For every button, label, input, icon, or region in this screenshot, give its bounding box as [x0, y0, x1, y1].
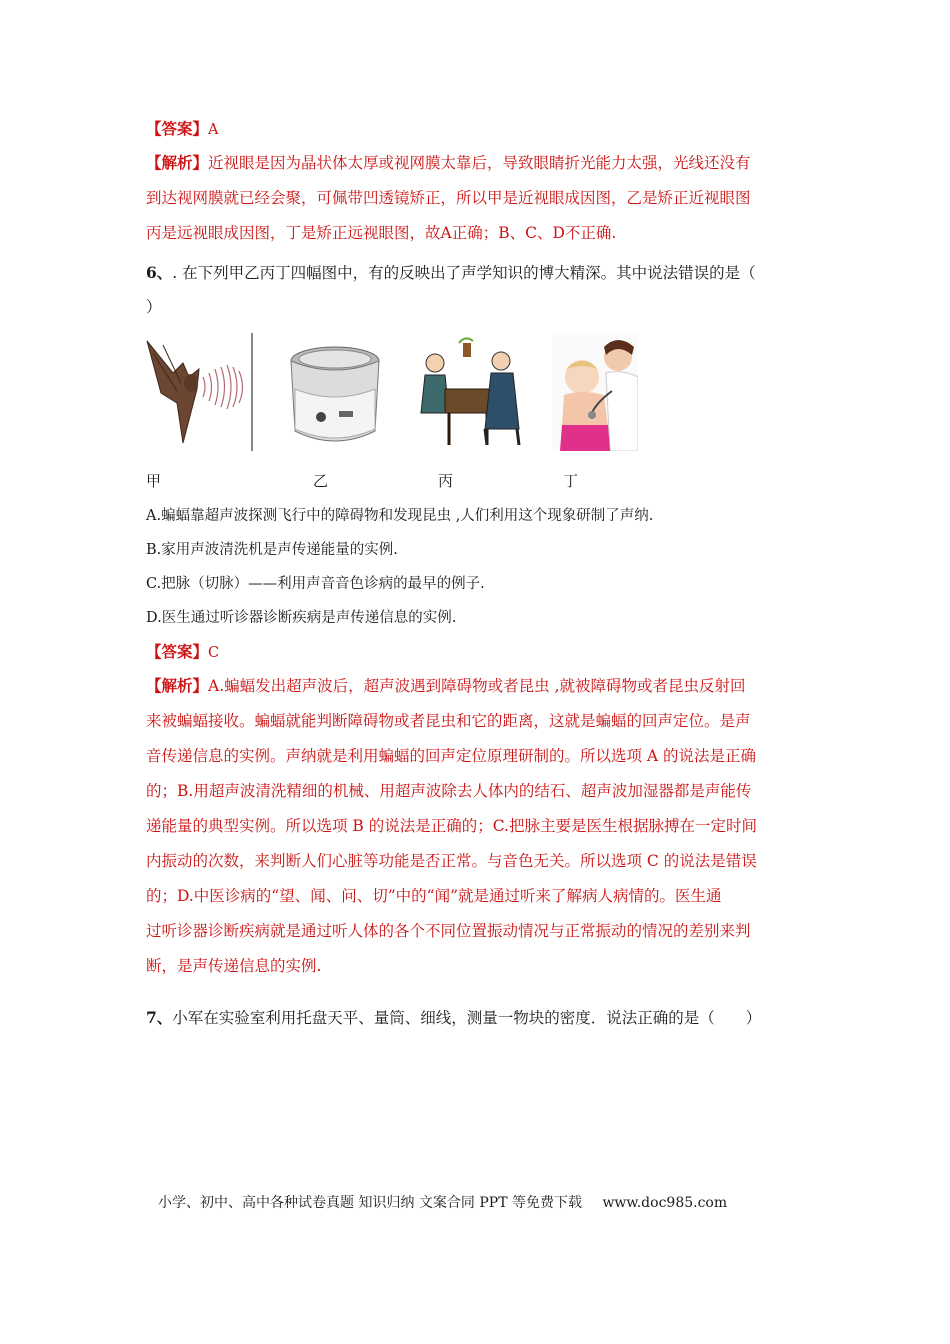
q6-analysis-line-2: 来被蝙蝠接收。蝙蝠就能判断障碍物或者昆虫和它的距离，这就是蝙蝠的回声定位。是声: [146, 712, 751, 730]
q6-option-d: D.医生通过听诊器诊断疾病是声传递信息的实例.: [146, 610, 457, 626]
q6-option-b: B.家用声波清洗机是声传递能量的实例.: [146, 542, 398, 558]
q6-analysis-line-5: 递能量的典型实例。所以选项 B 的说法是正确的；C.把脉主要是医生根据脉搏在一定时间: [146, 817, 757, 835]
q6-analysis-line-7: 的；D.中医诊病的“望、闻、问、切”中的“闻”就是通过听来了解病人病情的。医生通: [146, 887, 722, 905]
q6-stem-line-1: 6、. 在下列甲乙丙丁四幅图中，有的反映出了声学知识的博大精深。其中说法错误的是（: [146, 263, 756, 282]
analysis-tag: 【解析】: [146, 153, 209, 172]
footer-url[interactable]: www.doc985.com: [602, 1195, 728, 1211]
caption-ding: 丁: [563, 472, 579, 490]
answer-value: A: [208, 122, 219, 138]
q6-analysis-line-1: 【解析】A.蝙蝠发出超声波后，超声波遇到障碍物或者昆虫 ,就被障碍物或者昆虫反射回: [146, 676, 746, 695]
answer-tag: 【答案】: [146, 642, 209, 661]
footer-text: 小学、初中、高中各种试卷真题 知识归纳 文案合同 PPT 等免费下载: [158, 1195, 582, 1211]
stethoscope-image: [552, 333, 638, 451]
q5-answer: [146, 119, 219, 140]
q6-answer: [146, 642, 219, 663]
ultrasonic-cleaner-image: [285, 333, 385, 451]
page-footer: [158, 1192, 727, 1212]
question-number: 7、: [146, 1008, 173, 1027]
q6-analysis-line-3: 音传递信息的实例。声纳就是利用蝙蝠的回声定位原理研制的。所以选项 A 的说法是正确: [146, 747, 757, 765]
q7-stem: 7、小军在实验室利用托盘天平、量筒、细线，测量一物块的密度．说法正确的是（ ）: [146, 1008, 762, 1027]
q6-option-a: A.蝙蝠靠超声波探测飞行中的障碍物和发现昆虫 ,人们利用这个现象研制了声纳.: [146, 508, 654, 524]
q6-option-c: C.把脉（切脉）——利用声音音色诊病的最早的例子.: [146, 576, 485, 592]
answer-tag: 【答案】: [146, 119, 209, 138]
q6-analysis-line-4: 的；B.用超声波清洗精细的机械、用超声波除去人体内的结石、超声波加湿器都是声能传: [146, 782, 752, 800]
bat-ultrasound-image: [143, 333, 255, 451]
q6-stem-line-2: ）: [146, 298, 162, 316]
q6-analysis-line-9: 断，是声传递信息的实例.: [146, 957, 322, 975]
pulse-diagnosis-image: [415, 333, 525, 451]
q6-analysis-line-6: 内振动的次数，来判断人们心脏等功能是否正常。与音色无关。所以选项 C 的说法是错误: [146, 852, 757, 870]
question-number: 6、: [146, 263, 173, 282]
q5-analysis-line-3: 丙是远视眼成因图，丁是矫正远视眼图，故A正确；B、C、D不正确.: [146, 224, 617, 242]
analysis-tag: 【解析】: [146, 676, 209, 695]
caption-bing: 丙: [438, 472, 454, 490]
q5-analysis-line-1: 【解析】近视眼是因为晶状体太厚或视网膜太靠后，导致眼睛折光能力太强，光线还没有: [146, 153, 751, 172]
q5-analysis-line-2: 到达视网膜就已经会聚，可佩带凹透镜矫正，所以甲是近视眼成因图，乙是矫正近视眼图: [146, 189, 751, 207]
caption-yi: 乙: [313, 472, 329, 490]
answer-value: C: [208, 645, 220, 661]
q6-analysis-line-8: 过听诊器诊断疾病就是通过听人体的各个不同位置振动情况与正常振动的情况的差别来判: [146, 922, 751, 940]
caption-jia: 甲: [146, 472, 162, 490]
